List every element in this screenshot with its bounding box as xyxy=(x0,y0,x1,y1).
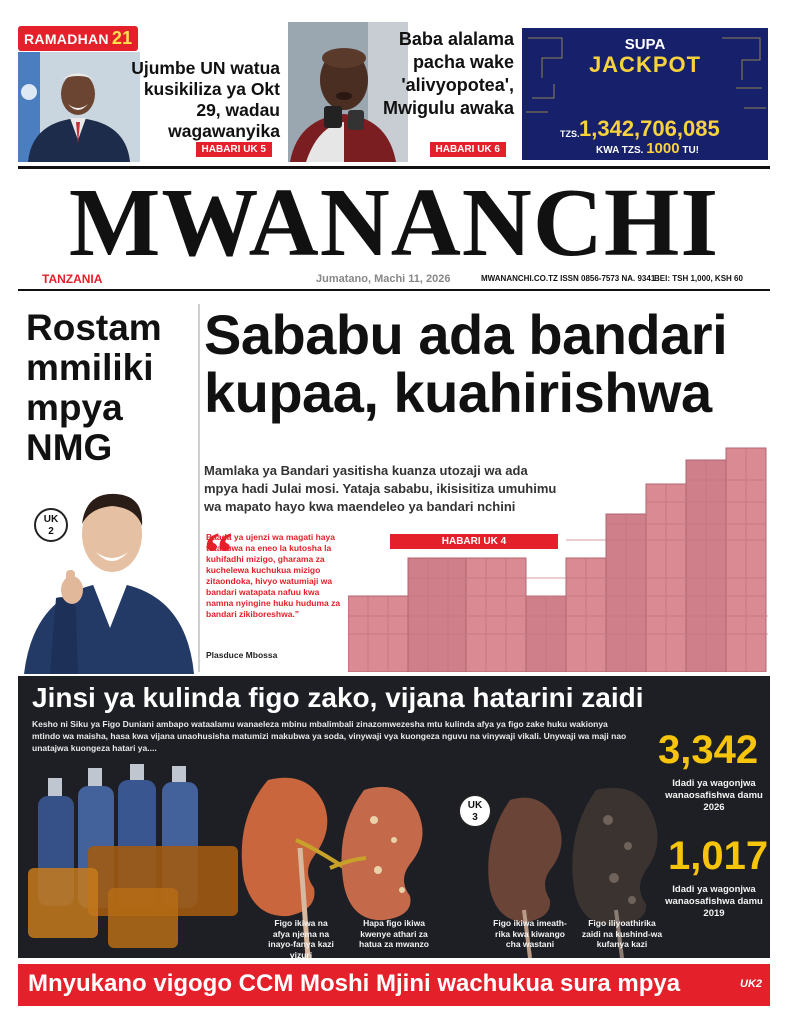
rostam-page-badge[interactable] xyxy=(34,508,68,542)
habari-page-tag[interactable]: HABARI UK 5 xyxy=(196,142,272,157)
lead-deck: Mamlaka ya Bandari yasitisha kuanza utozaji wa ada mpya hadi Julai mosi. Yataja sababu, ikisisitiza umuhimu wa mapato hayo kwa maendeleo ya bandari nchini xyxy=(204,463,557,514)
teaser-headline[interactable]: Baba alalama pacha wake 'alivyopotea', Mwigulu awaka xyxy=(382,29,514,118)
lead-page-tag[interactable]: HABARI UK 4 xyxy=(390,534,558,549)
jackpot-stake xyxy=(596,140,699,157)
uk-label: UK xyxy=(43,514,59,525)
uk-number: 3 xyxy=(472,812,478,823)
rostam-headline[interactable]: Rostam mmiliki mpya NMG xyxy=(26,307,162,468)
masthead-logo[interactable]: MWANANCHI xyxy=(68,169,720,276)
jackpot-stake-amount: 1000 xyxy=(646,140,680,157)
kidney-caption-failed: Figo iliyoathirika zaidi na kushind-wa kufanya kazi xyxy=(581,918,663,949)
teaser-headline[interactable]: Ujumbe UN watua kusikiliza ya Okt 29, wadau wagawanyika xyxy=(131,58,280,141)
stat-label-2026: Idadi ya wagonjwa wanaosafishwa damu 2026 xyxy=(665,778,763,813)
ramadhan-label: RAMADHAN xyxy=(24,31,109,47)
uk-number: 2 xyxy=(48,526,54,537)
quote-author: Plasduce Mbossa xyxy=(206,650,278,660)
jackpot-amount: 1,342,706,085 xyxy=(579,116,720,141)
stat-patients-2019: 1,017 xyxy=(668,834,769,878)
ramadhan-badge xyxy=(18,26,138,51)
column-divider xyxy=(198,304,200,672)
ramadhan-day: 21 xyxy=(111,28,133,48)
jackpot-title-jackpot: JACKPOT xyxy=(588,52,702,77)
kidney-caption-early: Hapa figo ikiwa kwenye athari za hatua za mwanzo xyxy=(359,918,429,949)
masthead-rule-bottom xyxy=(18,289,770,291)
kidney-caption-healthy: Figo ikiwa na afya njema na inayo-fanya kazi vizuri xyxy=(268,918,334,960)
issn-line: MWANANCHI.CO.TZ ISSN 0856-7573 NA. 9341 xyxy=(481,274,656,283)
habari-page-tag[interactable]: HABARI UK 6 xyxy=(430,142,506,157)
jackpot-title-supa: SUPA xyxy=(624,36,666,53)
masthead-country: TANZANIA xyxy=(42,272,103,286)
kidney-caption-moderate: Figo ikiwa imeath-rika kwa kiwango cha wastani xyxy=(493,918,567,949)
bottom-headline[interactable]: Mnyukano vigogo CCM Moshi Mjini wachukua sura mpya xyxy=(28,970,681,997)
early-damage-kidney xyxy=(330,787,423,920)
jackpot-stake-suffix: TU! xyxy=(682,145,700,156)
teaser-un-delegation[interactable] xyxy=(18,22,280,162)
supa-jackpot-ad[interactable] xyxy=(522,28,768,160)
issue-date: Jumatano, Machi 11, 2026 xyxy=(316,273,451,285)
teaser-twin-missing[interactable] xyxy=(288,22,514,162)
bottom-page-tag[interactable]: UK2 xyxy=(740,978,763,990)
pull-quote: Baada ya ujenzi wa magati haya tutakuwa na eneo la kutosha la kuhifadhi mizigo, gharama za kuchelewa kuchukua mizigo zitaondoka, hivyo watumiaji wa bandari watapata nafuu kwa namna nyingine huku huduma za bandari zikiboreshwa.” xyxy=(206,532,341,619)
stat-label-2019: Idadi ya wagonjwa wanaosafishwa damu 2019 xyxy=(665,884,763,919)
stat-patients-2026: 3,342 xyxy=(658,728,759,772)
health-headline[interactable]: Jinsi ya kulinda figo zako, vijana hatarini zaidi xyxy=(32,682,644,713)
uk-label: UK xyxy=(467,800,483,811)
health-deck: Kesho ni Siku ya Figo Duniani ambapo wataalamu wanaeleza mbinu mbalimbali zinazomwezesha mtu kulinda afya ya figo zake huku wakionya mtindo wa maisha, hasa kwa vijana unaohusisha matumizi makubwa ya soda, vinywaji vya kuongeza nguvu na vinywaji vikali. Unywaji wa maji nao unatajwa kuongeza hatari ya.... xyxy=(32,719,627,753)
health-page-badge[interactable] xyxy=(458,794,492,828)
jackpot-currency: TZS. xyxy=(560,129,580,139)
jackpot-stake-prefix: KWA TZS. xyxy=(596,145,644,156)
price-line: BEI: TSH 1,000, KSH 60 xyxy=(654,274,743,283)
quote-mark-icon: “ xyxy=(204,520,233,585)
lead-headline[interactable]: Sababu ada bandari kupaa, kuahirishwa xyxy=(204,303,728,424)
